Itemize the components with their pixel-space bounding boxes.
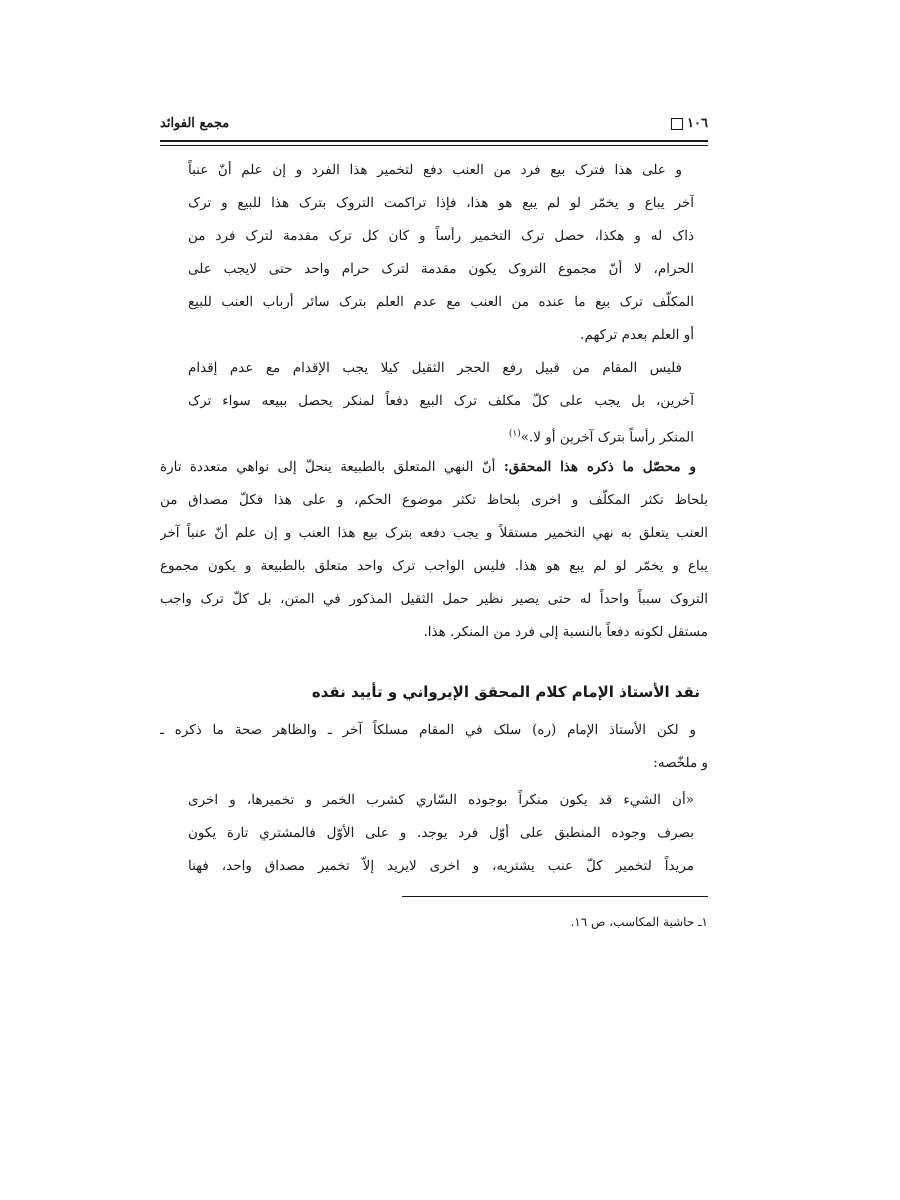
header-rule-thin (160, 145, 708, 146)
summary-line: مستقل لکونه دفعاً بالنسبة إلى فرد من المنکر. هذا. (423, 624, 708, 640)
quote-line: المکلّف ترک بيع ما عنده من العنب مع عدم العلم بترک سائر أرباب العنب للبيع (188, 294, 694, 310)
quote-line: بصرف وجوده المنطبق على أوّل فرد يوجد. و على الأوّل فالمشتري تارة يکون (188, 825, 694, 841)
quote-line: آخرين، بل يجب على کلّ مکلف ترک البيع دفعاً لمنکر يحصل ببيعه سواء ترک (188, 393, 694, 409)
quote-line: الحرام، لا أنّ مجموع التروک يکون مقدمة لترک حرام واحد حتى لايجب على (188, 261, 694, 277)
quote-block-2 (188, 352, 694, 451)
quote-line: ذاک له و هکذا، حصل ترک التخمير رأساً و کان کل ترک مقدمة لترک فرد من (188, 228, 694, 244)
quote-line: مريداً لتخمير کلّ عنب يشتريه، و اخرى لايريد إلاّ تخمير مصداق واحد، فهنا (188, 858, 694, 874)
footnote: ١ـ حاشية المکاسب، ص ١٦. (570, 915, 708, 929)
running-title: مجمع الفوائد (160, 116, 230, 131)
summary-paragraph (160, 451, 708, 649)
page-number-block (671, 116, 708, 131)
summary-line: بلحاظ تکثر المکلّف و اخرى بلحاظ تکثر موضوع الحکم، و على هذا فکلّ مصداق من (160, 492, 708, 508)
summary-lead: و محصّل ما ذکره هذا المحقق: (503, 459, 696, 475)
page-number: ١٠٦ (687, 116, 708, 131)
quote-line: أو العلم بعدم ترکهم. (580, 327, 694, 343)
quote-line: آخر يباع و يخمّر لو لم يبع هو هذا، فإذا تراکمت التروک بترک هذا للبيع و ترک (188, 195, 694, 211)
quote-line: و على هذا فترک بيع فرد من العنب دفع لتخمير هذا الفرد و إن علم أنّ عنباً (188, 162, 682, 178)
footnote-rule (402, 896, 708, 897)
page-header (160, 112, 708, 138)
summary-line: يباع و يخمّر لو لم يبع هو هذا. فليس الواجب ترک واحد متعلق بالطبيعة و يکون مجموع (160, 558, 708, 574)
footnote-marker: (١) (508, 429, 521, 439)
summary-line: التروک سبباً واحداً له حتى يصير نظير حمل الثقيل المذکور في المتن، بل کلّ ترک واجب (160, 591, 708, 607)
critique-line: و لکن الأستاذ الإمام (ره) سلک في المقام مسلکاً آخر ـ والظاهر صحة ما ذکره ـ (160, 722, 696, 738)
critique-line: و ملخّصه: (653, 755, 708, 771)
quote-line: «أن الشيء قد يکون منکراً بوجوده السّاري کشرب الخمر و تخميرها، و اخرى (188, 792, 694, 808)
quote-last-line (188, 418, 694, 451)
quote-block-3 (188, 784, 694, 883)
summary-lead-rest: أنّ النهي المتعلق بالطبيعة ينحلّ إلى نواهي متعددة تارة (160, 459, 504, 475)
square-box-icon (671, 118, 683, 130)
quote-block-1 (188, 154, 694, 352)
summary-line: العنب يتعلق به نهي التخمير مستقلاً و يجب دفعه بترک بيع هذا العنب و إن علم أنّ عنباً آخر (160, 525, 708, 541)
header-rule-thick (160, 140, 708, 142)
summary-first-line (160, 451, 708, 484)
quote-line: المنکر رأساً بترک آخرين أو لا.» (520, 429, 694, 446)
critique-paragraph (160, 714, 708, 780)
quote-line: فليس المقام من قبيل رفع الحجر الثقيل کيلا يجب الإقدام مع عدم إقدام (188, 360, 682, 376)
section-heading: نقد الأستاذ الإمام کلام المحقق الإيرواني و تأييد نقده (311, 683, 700, 701)
